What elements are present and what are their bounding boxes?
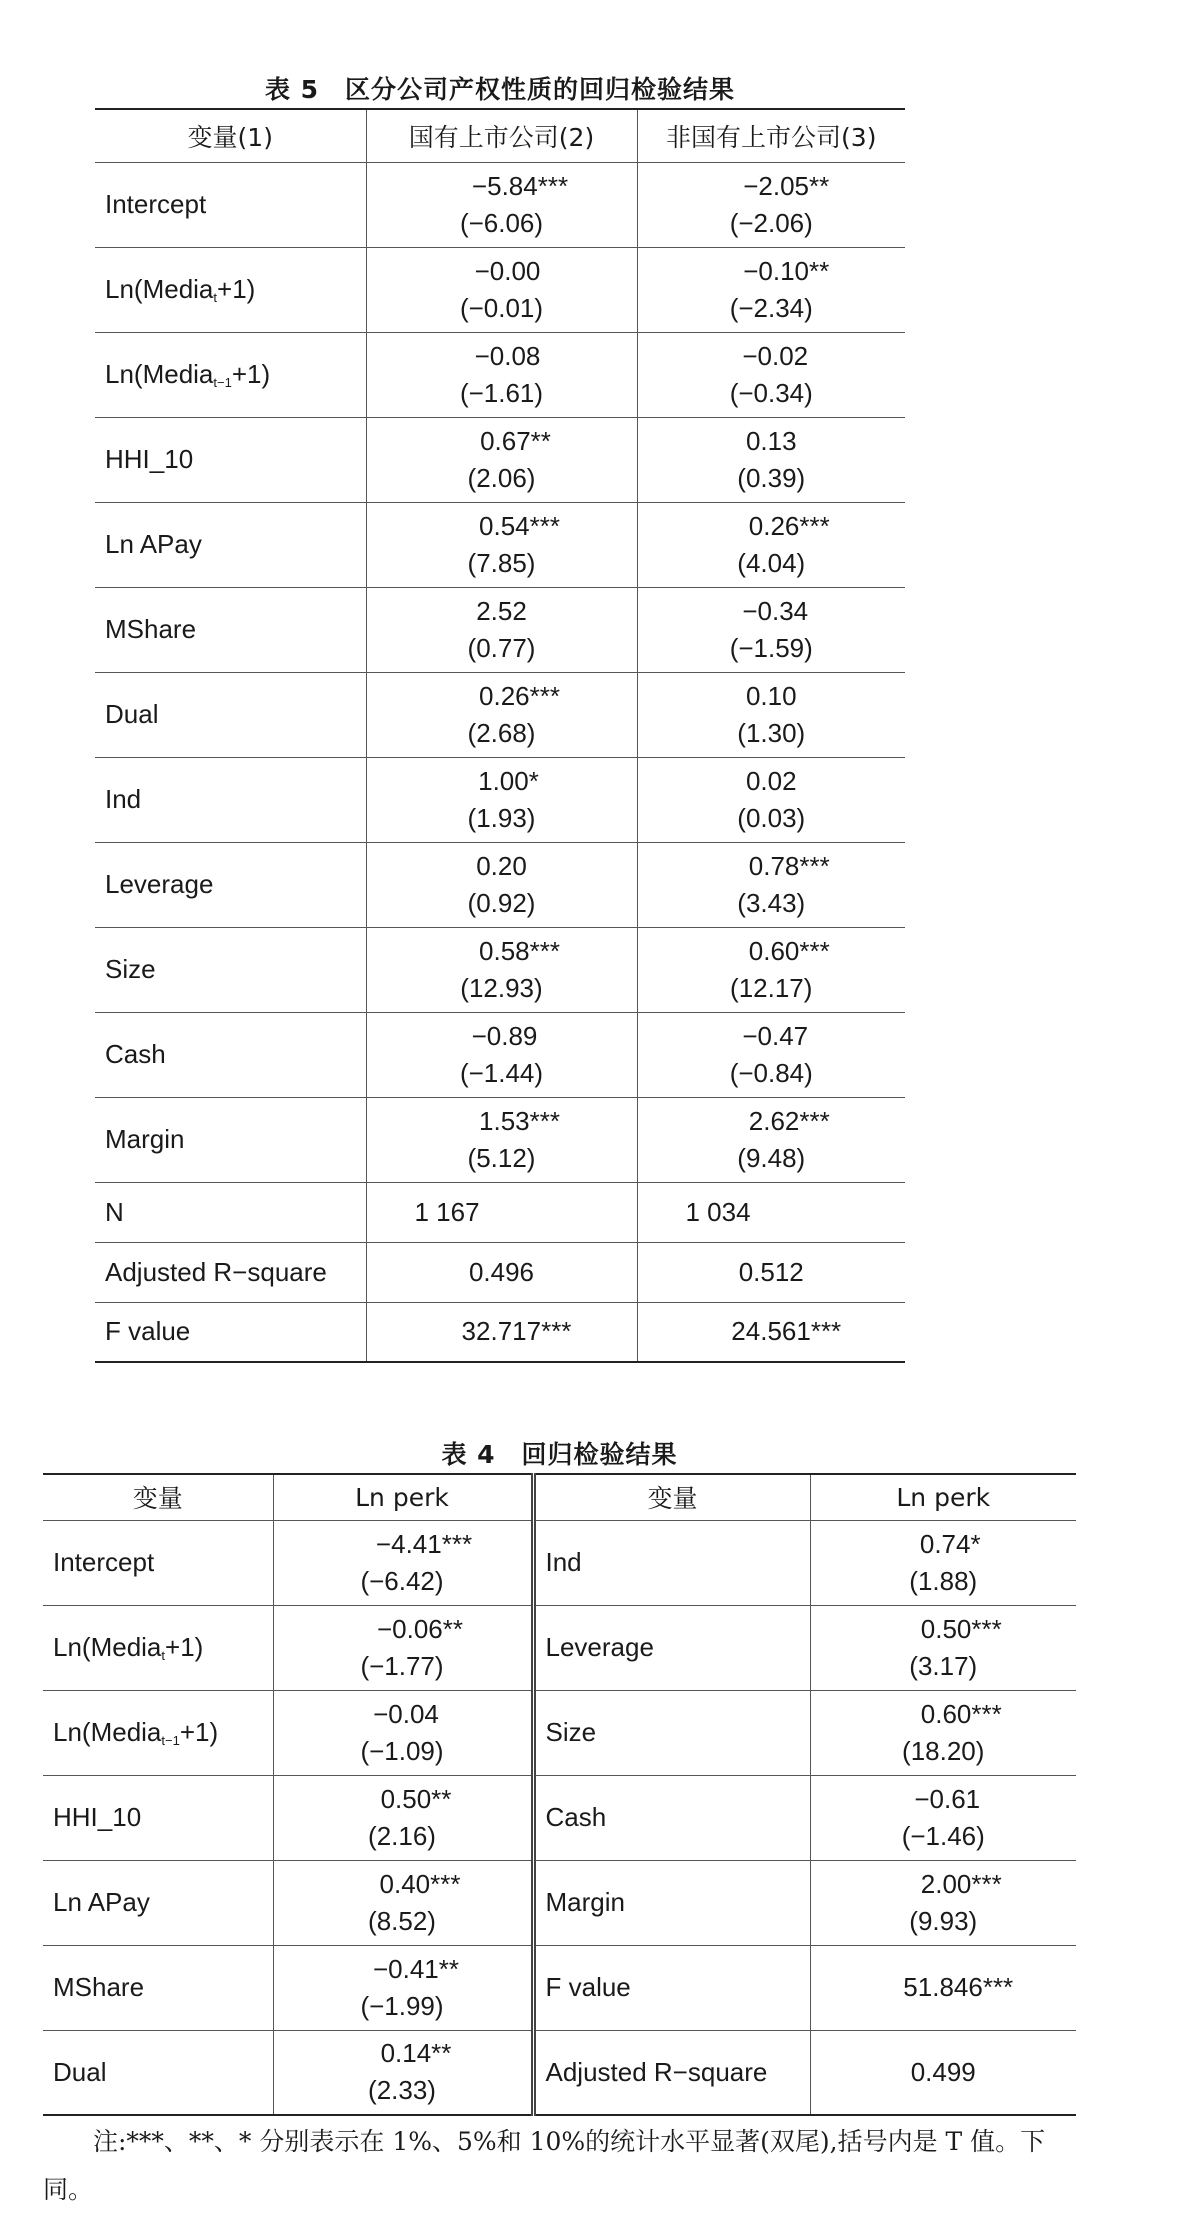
variable-name: Dual bbox=[95, 672, 366, 757]
variable-name-suffix: +1) bbox=[179, 1717, 219, 1747]
coefficient: 2.00*** bbox=[920, 1868, 1002, 1899]
t-value: (2.06) bbox=[467, 462, 536, 493]
table-row bbox=[95, 502, 905, 587]
state-owned-stat: 32.717*** bbox=[366, 1302, 637, 1362]
coefficient: 0.26*** bbox=[479, 680, 560, 711]
t-value: (3.43) bbox=[737, 887, 806, 918]
variable-name: MShare bbox=[43, 1945, 273, 2030]
variable-name: F value bbox=[533, 1945, 810, 2030]
coefficient: −0.04 bbox=[373, 1698, 439, 1729]
coefficient: −0.06** bbox=[376, 1613, 464, 1644]
table-row bbox=[95, 587, 905, 672]
table-row bbox=[95, 1302, 905, 1362]
variable-name: Intercept bbox=[43, 1520, 273, 1605]
coefficient: 0.50** bbox=[380, 1783, 452, 1814]
t-value: (−0.84) bbox=[729, 1057, 813, 1088]
table-row bbox=[95, 332, 905, 417]
table-row bbox=[95, 162, 905, 247]
non-state-owned-stat bbox=[637, 502, 905, 587]
state-owned-stat bbox=[366, 1012, 637, 1097]
coefficient: 0.10 bbox=[745, 680, 797, 711]
t-value: (2.68) bbox=[467, 717, 536, 748]
t-value: (−2.06) bbox=[729, 207, 813, 238]
coefficient: 0.67** bbox=[480, 425, 551, 456]
non-state-owned-stat bbox=[637, 247, 905, 332]
ln-perk-stat: 0.499 bbox=[810, 2030, 1076, 2115]
state-owned-stat bbox=[366, 757, 637, 842]
state-owned-stat bbox=[366, 502, 637, 587]
ln-perk-stat bbox=[810, 1690, 1076, 1775]
ln-perk-stat bbox=[273, 1860, 533, 1945]
state-owned-stat bbox=[366, 587, 637, 672]
variable-name: Dual bbox=[43, 2030, 273, 2115]
variable-name bbox=[43, 1690, 273, 1775]
coefficient: 0.02 bbox=[745, 765, 797, 796]
ln-perk-stat: 51.846*** bbox=[810, 1945, 1076, 2030]
ln-perk-stat bbox=[273, 1690, 533, 1775]
coefficient: 0.60*** bbox=[748, 935, 830, 966]
state-owned-stat bbox=[366, 672, 637, 757]
variable-name: Ln APay bbox=[43, 1860, 273, 1945]
variable-name-main: Ln(Media bbox=[53, 1717, 162, 1747]
table-row bbox=[43, 1775, 1076, 1860]
coefficient: 0.20 bbox=[476, 850, 527, 881]
t-value: (5.12) bbox=[467, 1142, 536, 1173]
t-value: (−1.09) bbox=[360, 1735, 444, 1766]
header-variable: 变量 bbox=[533, 1474, 810, 1520]
coefficient: 0.40*** bbox=[379, 1868, 461, 1899]
variable-name-main: Ln(Media bbox=[105, 274, 214, 304]
variable-name bbox=[95, 332, 366, 417]
table-row bbox=[95, 1242, 905, 1302]
coefficient: −4.41*** bbox=[375, 1528, 473, 1559]
coefficient: 0.54*** bbox=[479, 510, 560, 541]
coefficient: −2.05** bbox=[743, 170, 830, 201]
header-state-owned: 国有上市公司(2) bbox=[366, 109, 637, 162]
table-row bbox=[95, 757, 905, 842]
variable-name bbox=[95, 247, 366, 332]
table-row bbox=[43, 1945, 1076, 2030]
state-owned-stat bbox=[366, 842, 637, 927]
table4-caption: 表 4 回归检验结果 bbox=[441, 1440, 678, 1469]
non-state-owned-stat bbox=[637, 417, 905, 502]
variable-name: MShare bbox=[95, 587, 366, 672]
table-row bbox=[43, 1860, 1076, 1945]
t-value: (−1.44) bbox=[459, 1057, 544, 1088]
t-value: (−1.99) bbox=[360, 1990, 444, 2021]
table-row bbox=[43, 1605, 1076, 1690]
non-state-owned-stat bbox=[637, 587, 905, 672]
header-ln-perk: Ln perk bbox=[273, 1474, 533, 1520]
variable-name: Margin bbox=[533, 1860, 810, 1945]
variable-name: Adjusted R−square bbox=[533, 2030, 810, 2115]
header-variable: 变量 bbox=[43, 1474, 273, 1520]
coefficient: 0.58*** bbox=[479, 935, 560, 966]
table5-header-row bbox=[95, 109, 905, 162]
t-value: (0.39) bbox=[737, 462, 806, 493]
coefficient: −0.34 bbox=[742, 595, 809, 626]
t-value: (−2.34) bbox=[729, 292, 813, 323]
coefficient: −5.84*** bbox=[471, 170, 569, 201]
state-owned-stat bbox=[366, 417, 637, 502]
variable-name: HHI_10 bbox=[95, 417, 366, 502]
non-state-owned-stat bbox=[637, 1012, 905, 1097]
non-state-owned-stat bbox=[637, 332, 905, 417]
variable-name-suffix: +1) bbox=[217, 274, 256, 304]
variable-name: HHI_10 bbox=[43, 1775, 273, 1860]
table4-header-row bbox=[43, 1474, 1076, 1520]
t-value: (−6.06) bbox=[459, 207, 544, 238]
non-state-owned-stat bbox=[637, 162, 905, 247]
t-value: (9.93) bbox=[909, 1905, 978, 1936]
state-owned-stat bbox=[366, 247, 637, 332]
table-row bbox=[95, 247, 905, 332]
variable-name: Ln APay bbox=[95, 502, 366, 587]
t-value: (2.33) bbox=[368, 2075, 436, 2106]
t-value: (−6.42) bbox=[360, 1565, 444, 1596]
t-value: (−1.59) bbox=[729, 632, 813, 663]
variable-name: Margin bbox=[95, 1097, 366, 1182]
t-value: (7.85) bbox=[467, 547, 536, 578]
state-owned-stat bbox=[366, 927, 637, 1012]
table-row bbox=[95, 842, 905, 927]
ln-perk-stat bbox=[810, 1775, 1076, 1860]
coefficient: −0.41** bbox=[372, 1953, 460, 1984]
t-value: (3.17) bbox=[909, 1650, 978, 1681]
header-ln-perk: Ln perk bbox=[810, 1474, 1076, 1520]
non-state-owned-stat bbox=[637, 927, 905, 1012]
non-state-owned-stat: 1 034 bbox=[637, 1182, 905, 1242]
coefficient: −0.47 bbox=[742, 1020, 809, 1051]
variable-subscript: t bbox=[161, 1648, 166, 1663]
t-value: (0.03) bbox=[737, 802, 806, 833]
t-value: (−0.01) bbox=[459, 292, 544, 323]
coefficient: 1.53*** bbox=[479, 1105, 560, 1136]
state-owned-stat: 1 167 bbox=[366, 1182, 637, 1242]
non-state-owned-stat bbox=[637, 757, 905, 842]
non-state-owned-stat bbox=[637, 672, 905, 757]
header-non-state-owned: 非国有上市公司(3) bbox=[637, 109, 905, 162]
variable-subscript: t−1 bbox=[213, 375, 232, 390]
coefficient: 2.52 bbox=[476, 595, 527, 626]
coefficient: −0.89 bbox=[471, 1020, 538, 1051]
table-row bbox=[43, 1520, 1076, 1605]
table5 bbox=[95, 108, 905, 1363]
coefficient: 0.13 bbox=[745, 425, 797, 456]
ln-perk-stat bbox=[273, 1775, 533, 1860]
coefficient: 2.62*** bbox=[748, 1105, 830, 1136]
coefficient: 0.26*** bbox=[748, 510, 830, 541]
t-value: (18.20) bbox=[902, 1735, 985, 1766]
coefficient: 0.78*** bbox=[748, 850, 830, 881]
variable-name-main: Ln(Media bbox=[105, 359, 214, 389]
coefficient: −0.00 bbox=[474, 255, 541, 286]
ln-perk-stat bbox=[273, 2030, 533, 2115]
t-value: (1.88) bbox=[909, 1565, 978, 1596]
variable-name: Ind bbox=[533, 1520, 810, 1605]
ln-perk-stat bbox=[273, 1945, 533, 2030]
variable-name bbox=[43, 1605, 273, 1690]
ln-perk-stat bbox=[273, 1520, 533, 1605]
table-row bbox=[95, 1097, 905, 1182]
ln-perk-stat bbox=[273, 1605, 533, 1690]
variable-name-main: Ln(Media bbox=[53, 1632, 162, 1662]
t-value: (−1.46) bbox=[901, 1820, 985, 1851]
table-row bbox=[43, 1690, 1076, 1775]
variable-subscript: t−1 bbox=[161, 1733, 180, 1748]
coefficient: −0.02 bbox=[742, 340, 809, 371]
t-value: (−0.34) bbox=[729, 377, 813, 408]
t-value: (9.48) bbox=[737, 1142, 806, 1173]
coefficient: 0.50*** bbox=[920, 1613, 1002, 1644]
variable-name: Intercept bbox=[95, 162, 366, 247]
variable-subscript: t bbox=[213, 290, 218, 305]
coefficient: 0.74* bbox=[919, 1528, 981, 1559]
state-owned-stat bbox=[366, 162, 637, 247]
variable-name-suffix: +1) bbox=[231, 359, 271, 389]
table-note: 注:***、**、* 分别表示在 1%、5%和 10%的统计水平显著(双尾),括号内是 T 值。下同。 bbox=[43, 2127, 1046, 2204]
table-row bbox=[95, 672, 905, 757]
variable-name: Ind bbox=[95, 757, 366, 842]
coefficient: −0.08 bbox=[474, 340, 541, 371]
variable-name: Leverage bbox=[95, 842, 366, 927]
state-owned-stat: 0.496 bbox=[366, 1242, 637, 1302]
non-state-owned-stat bbox=[637, 1097, 905, 1182]
variable-name: Leverage bbox=[533, 1605, 810, 1690]
table-row bbox=[95, 417, 905, 502]
t-value: (1.93) bbox=[467, 802, 536, 833]
t-value: (2.16) bbox=[368, 1820, 436, 1851]
non-state-owned-stat: 24.561*** bbox=[637, 1302, 905, 1362]
variable-name: Cash bbox=[533, 1775, 810, 1860]
t-value: (12.93) bbox=[460, 972, 543, 1003]
ln-perk-stat bbox=[810, 1605, 1076, 1690]
state-owned-stat bbox=[366, 1097, 637, 1182]
t-value: (−1.77) bbox=[360, 1650, 444, 1681]
t-value: (12.17) bbox=[730, 972, 813, 1003]
coefficient: 0.60*** bbox=[920, 1698, 1002, 1729]
table5-caption: 表 5 区分公司产权性质的回归检验结果 bbox=[264, 75, 736, 104]
variable-name: Cash bbox=[95, 1012, 366, 1097]
variable-name: F value bbox=[95, 1302, 366, 1362]
coefficient: −0.61 bbox=[914, 1783, 981, 1814]
ln-perk-stat bbox=[810, 1860, 1076, 1945]
ln-perk-stat bbox=[810, 1520, 1076, 1605]
coefficient: −0.10** bbox=[743, 255, 830, 286]
non-state-owned-stat bbox=[637, 842, 905, 927]
table4 bbox=[43, 1473, 1076, 2116]
variable-name-suffix: +1) bbox=[165, 1632, 204, 1662]
variable-name: N bbox=[95, 1182, 366, 1242]
table-row bbox=[95, 1012, 905, 1097]
t-value: (4.04) bbox=[737, 547, 806, 578]
t-value: (0.77) bbox=[467, 632, 536, 663]
variable-name: Adjusted R−square bbox=[95, 1242, 366, 1302]
table-row bbox=[43, 2030, 1076, 2115]
t-value: (0.92) bbox=[467, 887, 536, 918]
t-value: (8.52) bbox=[368, 1905, 436, 1936]
non-state-owned-stat: 0.512 bbox=[637, 1242, 905, 1302]
coefficient: 0.14** bbox=[380, 2038, 452, 2069]
header-variable: 变量(1) bbox=[95, 109, 366, 162]
t-value: (1.30) bbox=[737, 717, 806, 748]
coefficient: 1.00* bbox=[478, 765, 539, 796]
table-row bbox=[95, 927, 905, 1012]
variable-name: Size bbox=[95, 927, 366, 1012]
table-row bbox=[95, 1182, 905, 1242]
state-owned-stat bbox=[366, 332, 637, 417]
variable-name: Size bbox=[533, 1690, 810, 1775]
t-value: (−1.61) bbox=[459, 377, 544, 408]
